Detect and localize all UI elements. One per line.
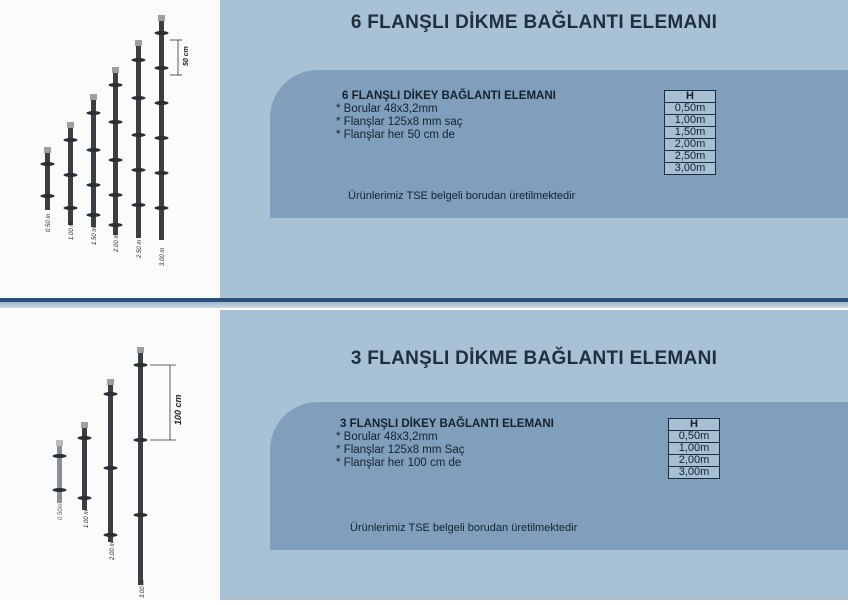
pipe-label: 2.50 m [137, 239, 143, 258]
pipe-2-00 [104, 379, 118, 542]
height-cell: 0,50m [665, 103, 716, 115]
height-table-header: H [665, 91, 716, 103]
spec-line: * Flanşlar her 50 cm de [336, 129, 455, 141]
pipe-label: 1.00 m [84, 509, 90, 528]
section-3-flange [0, 310, 848, 600]
pipe-label: 2.00 m [114, 233, 120, 252]
pipe-2-00 [109, 67, 123, 235]
pipe-labels [46, 214, 166, 266]
card-title: 6 FLANŞLI DİKEY BAĞLANTI ELEMANI [342, 90, 556, 102]
pipe-1-50 [87, 94, 101, 227]
height-cell: 2,00m [669, 455, 720, 467]
pipe-labels [58, 503, 146, 598]
height-cell: 0,50m [669, 431, 720, 443]
pipe-label: 1.00 m [69, 221, 75, 240]
pipe-1-00 [78, 422, 92, 510]
tse-note: Ürünlerimiz TSE belgeli borudan üretilmektedir [348, 190, 576, 202]
height-cell: 1,50m [665, 127, 716, 139]
pipe-0-50 [53, 440, 67, 503]
height-cell: 3,00m [669, 467, 720, 479]
spec-line: * Flanşlar her 100 cm de [336, 457, 462, 469]
height-cell: 1,00m [665, 115, 716, 127]
spec-card [270, 70, 848, 218]
info-panel [220, 0, 848, 300]
card-title: 3 FLANŞLI DİKEY BAĞLANTI ELEMANI [340, 418, 554, 430]
dimension-marker [170, 40, 190, 75]
pipe-label: 0.50 m [46, 213, 52, 232]
height-table-header: H [669, 419, 720, 431]
spec-line: * Borular 48x3,2mm [336, 431, 438, 443]
height-cell: 2,50m [665, 151, 716, 163]
dimension-marker [150, 365, 183, 440]
pipe-label: 0.50m [58, 503, 64, 520]
section-title: 3 FLANŞLI DİKME BAĞLANTI ELEMANI [350, 348, 718, 369]
height-cell: 2,00m [665, 139, 716, 151]
pipe-2-50 [132, 40, 146, 238]
height-cell: 3,00m [665, 163, 716, 175]
pipe-1-00 [64, 122, 78, 225]
height-cell: 1,00m [669, 443, 720, 455]
spec-card [270, 402, 848, 550]
section-6-flange [0, 0, 848, 300]
section-title: 6 FLANŞLI DİKME BAĞLANTI ELEMANI [350, 12, 718, 33]
pipe-0-50 [41, 147, 55, 210]
six-flange-pipes-svg [0, 0, 220, 300]
pipe-illustration-panel [0, 0, 220, 300]
pipe-3-00 [134, 347, 148, 585]
spec-line: * Borular 48x3,2mm [336, 103, 438, 115]
pipe-label: 1.50 m [92, 226, 98, 245]
three-flange-pipes-svg [0, 310, 220, 600]
pipe-label: 3.00 m [140, 579, 146, 598]
spec-line: * Flanşlar 125x8 mm saç [336, 116, 463, 128]
spec-line: * Flanşlar 125x8 mm Saç [336, 444, 465, 456]
dimension-label: 100 cm [173, 394, 183, 425]
pipe-label: 2.00 m [110, 541, 116, 560]
height-table [668, 418, 720, 479]
dimension-label: 50 cm [183, 46, 190, 66]
pipe-label: 3.00 m [160, 247, 166, 266]
tse-note: Ürünlerimiz TSE belgeli borudan üretilmektedir [350, 522, 578, 534]
pipe-illustration-panel [0, 310, 220, 600]
pipe-3-00 [155, 15, 169, 240]
height-table [664, 90, 716, 175]
section-divider [0, 298, 848, 308]
info-panel [220, 310, 848, 600]
